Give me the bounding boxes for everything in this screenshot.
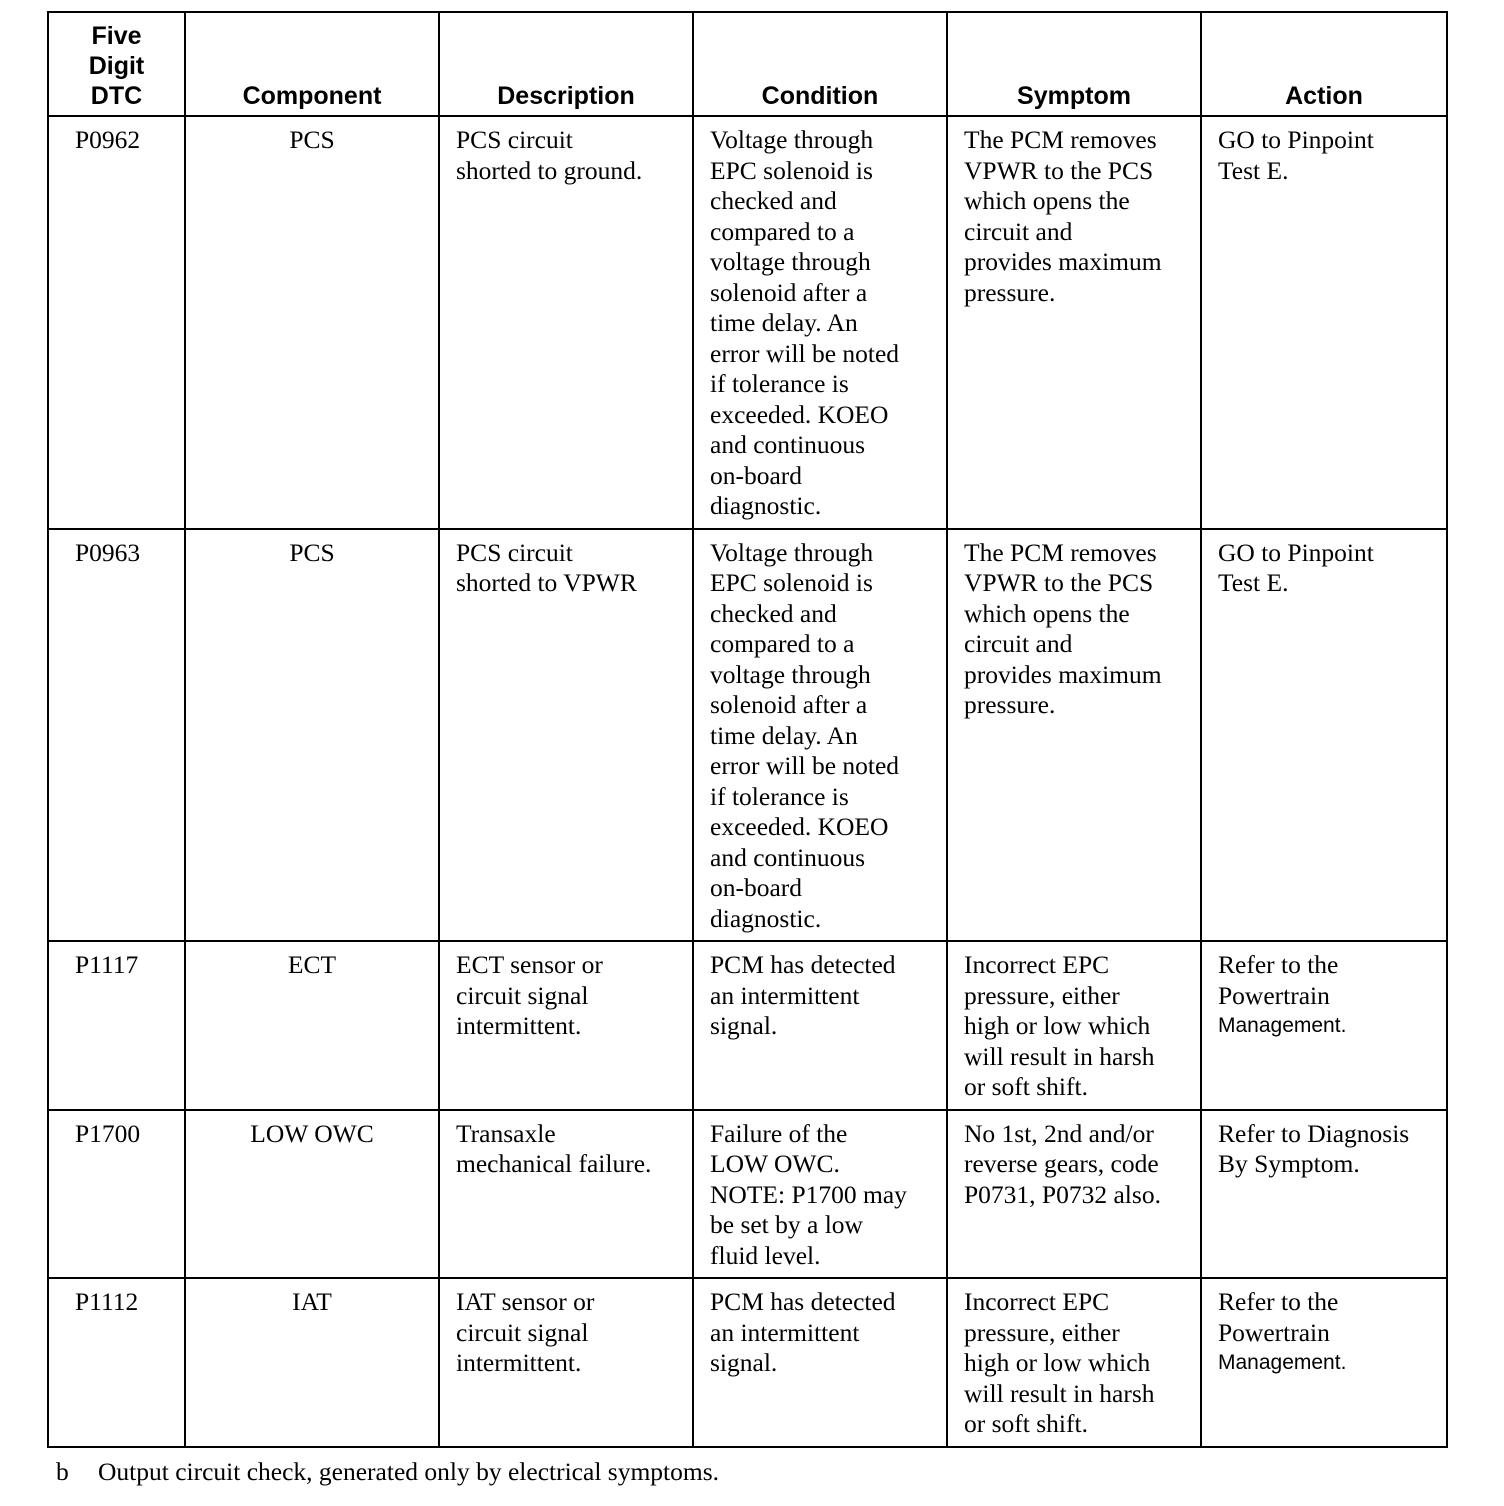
condition-line: EPC solenoid is [710,155,873,185]
condition-line: signal. [710,1348,778,1377]
header-dtc-line: Five [91,22,142,50]
description-line: circuit signal [456,980,589,1010]
cell-component: ECT [185,941,439,1110]
description-line: PCS circuit [456,537,573,567]
condition-line: if tolerance is [710,369,849,398]
action-line: Powertrain [1218,980,1330,1010]
cell-symptom [947,529,1201,942]
condition-line: Failure of the [710,1118,848,1148]
symptom-line: Incorrect EPC [964,1287,1110,1316]
action-line: Test E. [1218,568,1289,597]
cell-dtc: P1117 [48,941,185,1110]
symptom-line: VPWR to the PCS [964,155,1154,185]
action-line: Management. [1218,1014,1347,1037]
cell-action [1201,1278,1447,1447]
condition-line: NOTE: P1700 may [710,1179,907,1209]
description-line: shorted to ground. [456,155,643,185]
cell-condition [693,1110,947,1279]
cell-description [439,941,693,1110]
cell-dtc: P1700 [48,1110,185,1279]
footnote-mark: b [56,1457,69,1486]
table-body [48,116,1447,1447]
symptom-line: high or low which [964,1011,1151,1040]
condition-line: signal. [710,1011,778,1040]
header-dtc-line: DTC [90,82,143,110]
symptom-line: pressure, either [964,1317,1120,1347]
action-line: Powertrain [1218,1317,1330,1347]
symptom-line: circuit and [964,216,1073,246]
condition-line: fluid level. [710,1240,821,1270]
description-line: Transaxle [456,1118,556,1148]
condition-line: and continuous [710,842,866,872]
header-row [48,12,1447,116]
cell-condition [693,1278,947,1447]
cell-action [1201,116,1447,529]
action-line: GO to Pinpoint [1218,125,1374,154]
symptom-line: will result in harsh [964,1041,1155,1071]
condition-line: solenoid after a [710,277,868,307]
condition-line: on-board [710,873,803,902]
condition-line: LOW OWC. [710,1149,840,1178]
symptom-line: pressure. [964,277,1056,307]
condition-line: PCM has detected [710,950,896,979]
condition-line: PCM has detected [710,1287,896,1316]
header-component: Component [185,12,439,116]
condition-line: checked and [710,186,837,215]
dtc-table [47,11,1448,1448]
cell-symptom [947,116,1201,529]
condition-line: diagnostic. [710,491,822,520]
symptom-line: circuit and [964,629,1073,658]
cell-dtc: P0962 [48,116,185,529]
cell-condition [693,941,947,1110]
table-row [48,1110,1447,1279]
header-description: Description [439,12,693,116]
header-action: Action [1201,12,1447,116]
condition-line: voltage through [710,247,871,276]
symptom-line: which opens the [964,598,1130,628]
symptom-line: or soft shift. [964,1409,1088,1438]
description-line: mechanical failure. [456,1149,652,1178]
cell-dtc: P0963 [48,529,185,942]
condition-line: diagnostic. [710,903,822,933]
symptom-line: provides maximum [964,659,1162,689]
condition-line: time delay. An [710,720,858,750]
condition-line: an intermittent [710,1317,860,1347]
condition-line: EPC solenoid is [710,568,873,597]
cell-action [1201,529,1447,942]
table-row [48,529,1447,942]
symptom-line: provides maximum [964,247,1162,276]
symptom-line: The PCM removes [964,537,1157,567]
symptom-line: VPWR to the PCS [964,568,1154,597]
symptom-line: Incorrect EPC [964,950,1110,979]
cell-dtc: P1112 [48,1278,185,1447]
header-condition: Condition [693,12,947,116]
description-line: IAT sensor or [456,1287,595,1316]
table-header [48,12,1447,116]
condition-line: solenoid after a [710,690,868,719]
symptom-line: reverse gears, code [964,1149,1159,1178]
footnote [56,1457,719,1487]
condition-line: Voltage through [710,125,874,154]
condition-line: on-board [710,460,803,490]
action-line: Test E. [1218,155,1289,185]
header-dtc-line: Digit [88,52,145,80]
condition-line: voltage through [710,659,871,689]
condition-line: exceeded. KOEO [710,399,889,429]
cell-action [1201,941,1447,1110]
condition-line: exceeded. KOEO [710,812,889,841]
symptom-line: high or low which [964,1348,1151,1377]
symptom-line: P0731, P0732 also. [964,1179,1161,1209]
condition-line: time delay. An [710,308,858,337]
condition-line: and continuous [710,430,866,459]
description-line: circuit signal [456,1317,589,1347]
cell-component: LOW OWC [185,1110,439,1279]
header-symptom: Symptom [947,12,1201,116]
symptom-line: pressure, either [964,980,1120,1010]
symptom-line: pressure. [964,690,1056,719]
table-row [48,941,1447,1110]
cell-component: IAT [185,1278,439,1447]
condition-line: compared to a [710,629,855,658]
action-line: Refer to Diagnosis [1218,1118,1410,1148]
cell-component: PCS [185,116,439,529]
cell-description [439,1110,693,1279]
condition-line: an intermittent [710,980,860,1010]
cell-condition [693,529,947,942]
condition-line: Voltage through [710,537,874,567]
symptom-line: No 1st, 2nd and/or [964,1118,1154,1148]
cell-description [439,116,693,529]
action-line: GO to Pinpoint [1218,537,1374,567]
action-line: Refer to the [1218,1287,1339,1316]
cell-condition [693,116,947,529]
condition-line: if tolerance is [710,781,849,811]
description-line: PCS circuit [456,125,573,154]
description-line: intermittent. [456,1011,582,1040]
action-line: By Symptom. [1218,1149,1360,1178]
condition-line: checked and [710,598,837,628]
description-line: intermittent. [456,1348,582,1377]
condition-line: be set by a low [710,1210,863,1239]
condition-line: error will be noted [710,751,900,780]
table-row [48,116,1447,529]
cell-action [1201,1110,1447,1279]
footnote-text: Output circuit check, generated only by electrical symptoms. [98,1457,720,1486]
cell-component: PCS [185,529,439,942]
description-line: shorted to VPWR [456,568,637,597]
condition-line: error will be noted [710,338,900,368]
description-line: ECT sensor or [456,950,603,979]
condition-line: compared to a [710,216,855,246]
symptom-line: or soft shift. [964,1072,1088,1101]
symptom-line: will result in harsh [964,1378,1155,1408]
header-dtc [48,12,185,116]
symptom-line: The PCM removes [964,125,1157,154]
cell-symptom [947,1110,1201,1279]
action-line: Management. [1218,1351,1347,1374]
symptom-line: which opens the [964,186,1130,215]
cell-symptom [947,1278,1201,1447]
table-row [48,1278,1447,1447]
cell-description [439,529,693,942]
action-line: Refer to the [1218,950,1339,979]
cell-symptom [947,941,1201,1110]
cell-description [439,1278,693,1447]
